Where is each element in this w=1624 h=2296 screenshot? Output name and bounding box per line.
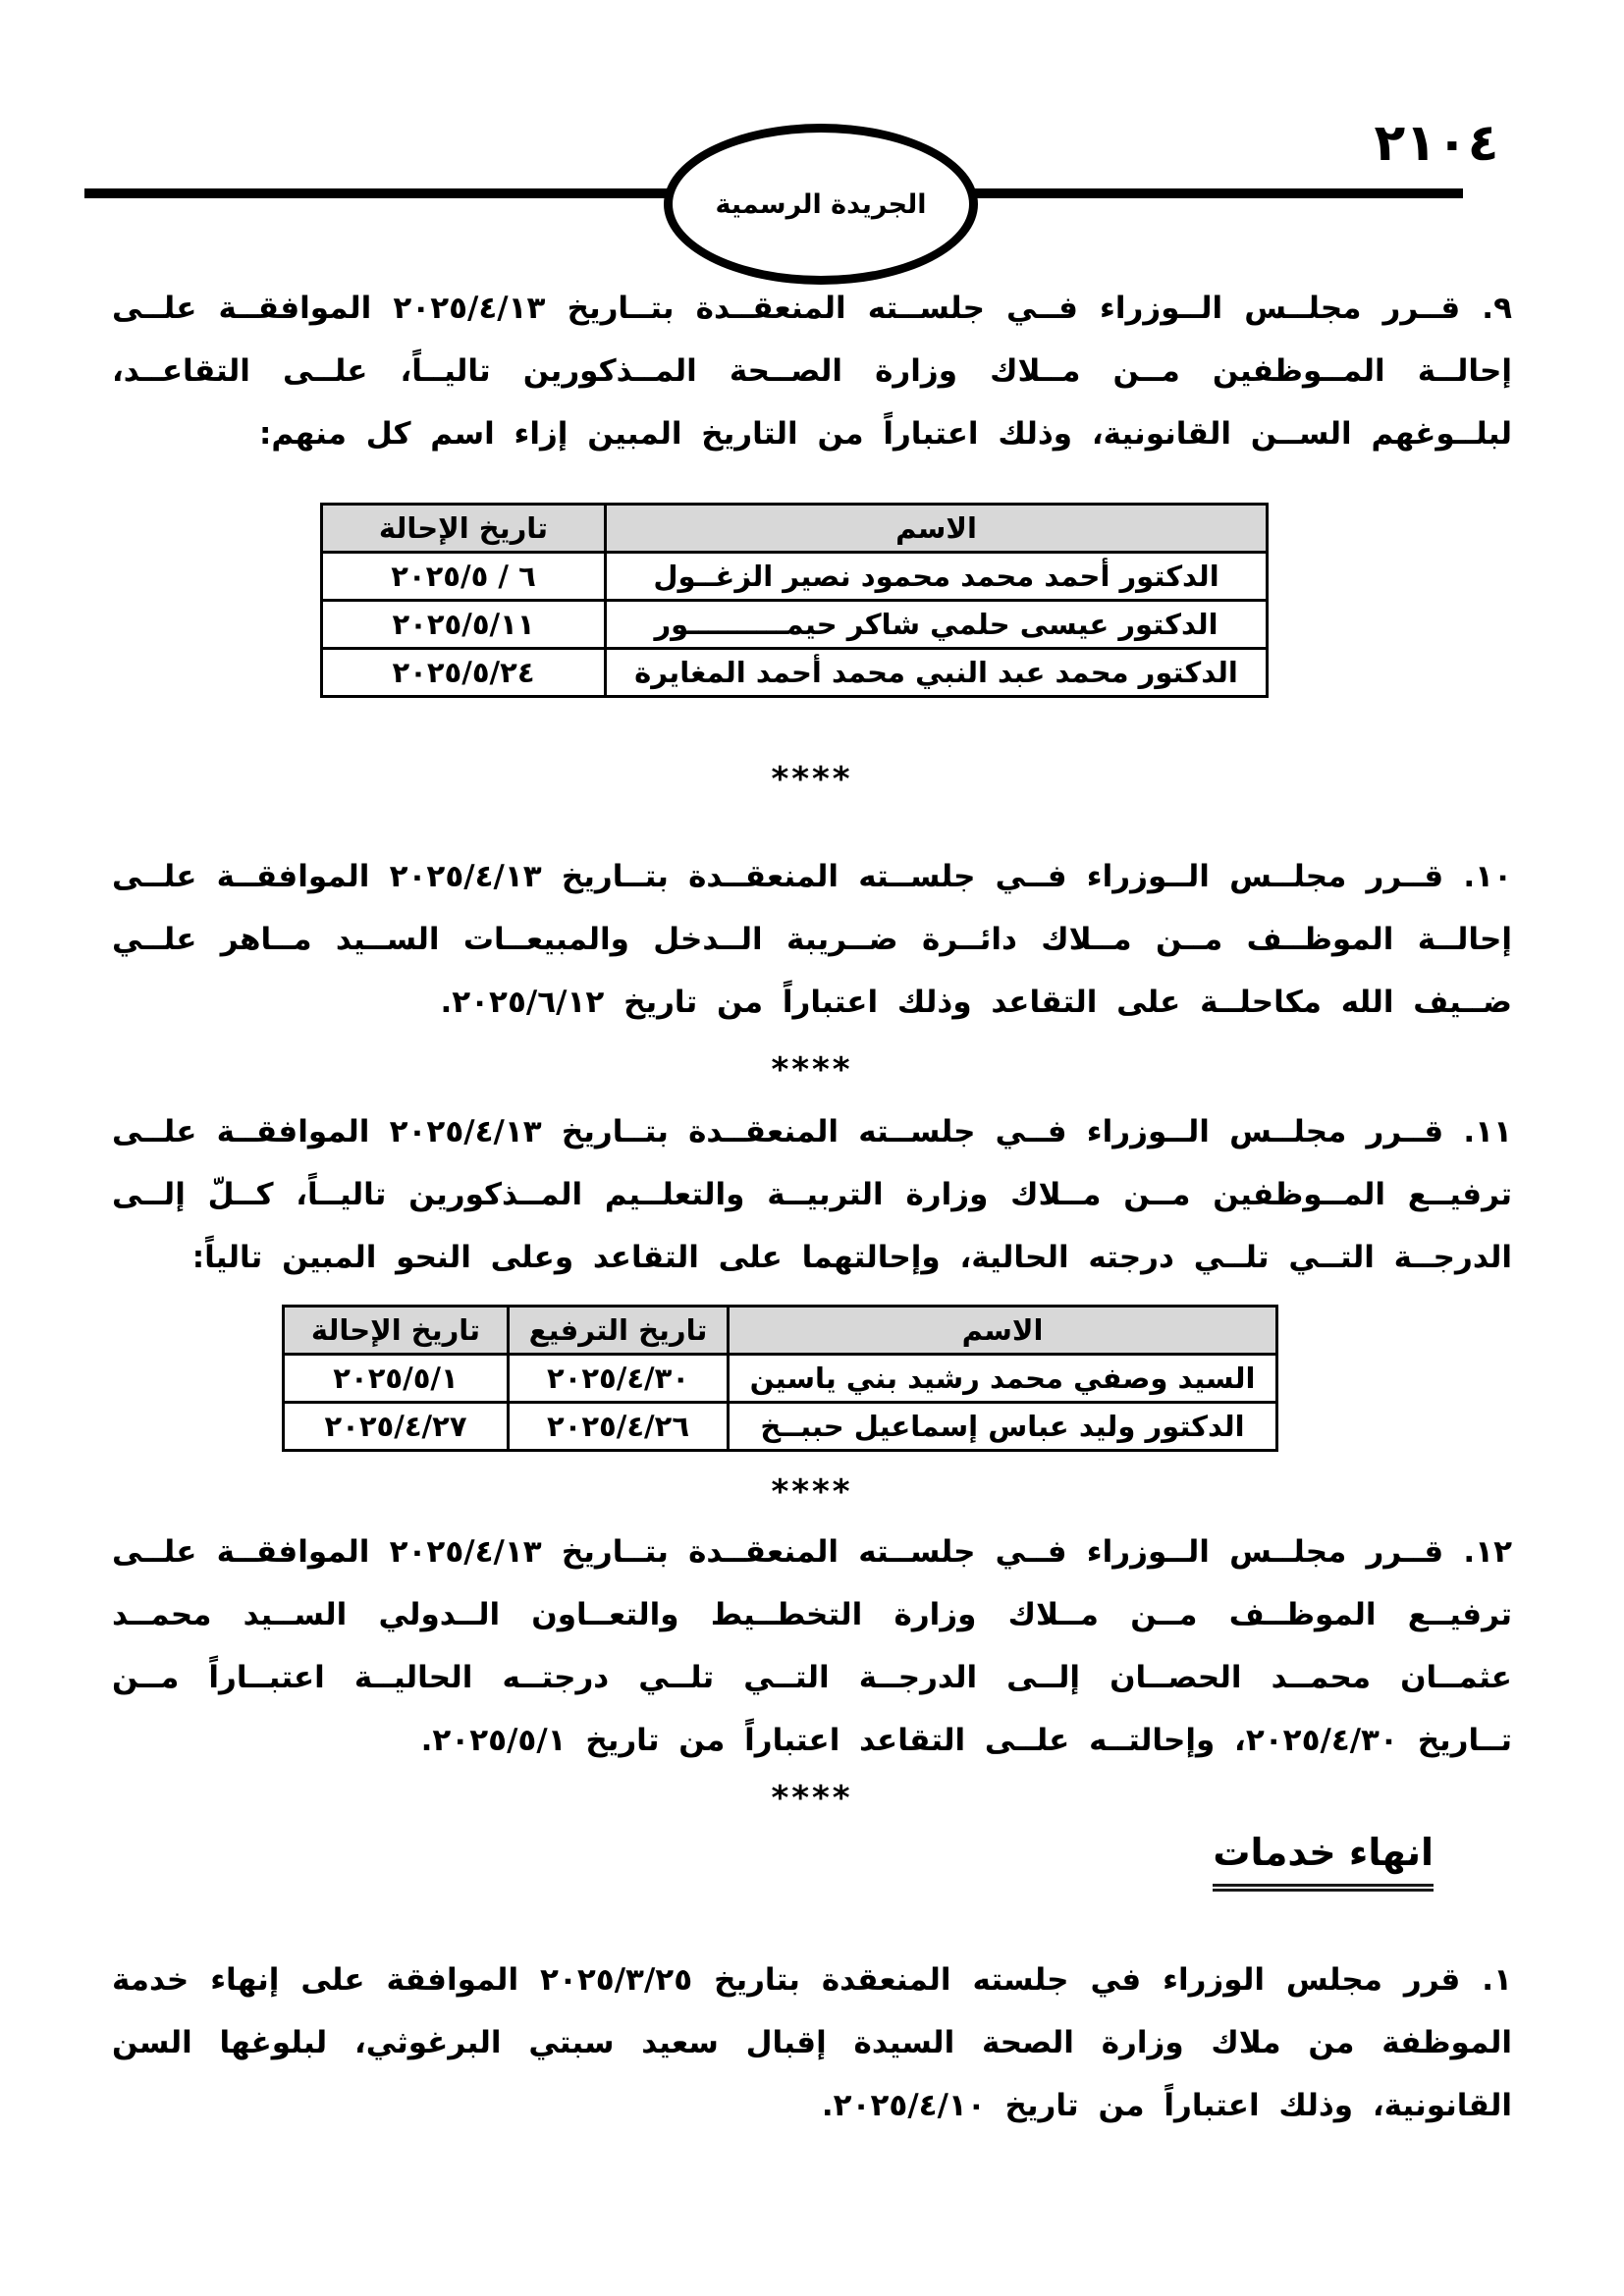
referral-date: ٢٠٢٥/٥ ‎/ ٦ (322, 553, 606, 601)
end-services-1-paragraph: ١. قرر مجلس الوزراء في جلسته المنعقدة بتاريخ ٢٠٢٥/٣/٢٥ الموافقة على إنهاء خدمة الموظفة من ملاك وزارة الصحة السيدة إقبال سعيد سبتي البرغوثي، لبلوغها السن القانونية، وذلك اعتباراً من تاريخ ٢٠٢٥/٤/١٠. (112, 1962, 1512, 2123)
referral-table (320, 503, 1269, 698)
employee-name: الدكتور وليد عباس إسماعيل حببــخ (729, 1403, 1277, 1451)
page-number: ٢١٠٤ (1374, 114, 1499, 173)
referral-table-header (322, 505, 1268, 553)
stars-separator: **** (771, 760, 853, 799)
promotion-date: ٢٠٢٥/٤/٢٦ (509, 1403, 729, 1451)
decision-11-paragraph: ١١. قــرر مجلــس الــوزراء فــي جلســته المنعقــدة بتــاريخ ٢٠٢٥/٤/١٣ الموافقــة علــى ترفيــع المــوظفين مــن مــلاك وزارة التربيــة والتعلــيم المــذكورين تاليــاً، كــلّ إلــى الدرجــة التــي تلــي درجته الحالية، وإحالتهما على التقاعد وعلى النحو المبين تالياً: (112, 1114, 1512, 1275)
employee-name: السيد وصفي محمد رشيد بني ياسين (729, 1355, 1277, 1403)
column-header-promotion-date: تاريخ الترفيع (509, 1307, 729, 1355)
table-header-row (284, 1307, 1277, 1355)
decision-12-paragraph: ١٢. قــرر مجلــس الــوزراء فــي جلســته المنعقــدة بتــاريخ ٢٠٢٥/٤/١٣ الموافقــة علــى ترفيــع الموظــف مــن مــلاك وزارة التخطــيط والتعــاون الــدولي الســيد محمــد عثمــان محمــد الحصــان إلــى الدرجــة التــي تلــي درجتــه الحاليــة اعتبــاراً مــن تــاريخ ٢٠٢٥/٤/٣٠، وإحالتــه علــى التقاعد اعتباراً من تاريخ ٢٠٢٥/٥/١. (112, 1534, 1512, 1758)
table-row (322, 601, 1268, 649)
table-header-row (322, 505, 1268, 553)
employee-name: الدكتور عيسى حلمي شاكر حيمــــــــــور (606, 601, 1268, 649)
table-row (284, 1403, 1277, 1451)
promotion-table-header (284, 1307, 1277, 1355)
employee-name: الدكتور أحمد محمد محمود نصير الزغــول (606, 553, 1268, 601)
column-header-referral-date: تاريخ الإحالة (284, 1307, 509, 1355)
table-row (322, 553, 1268, 601)
referral-date: ٢٠٢٥/٥/١١ (322, 601, 606, 649)
column-header-name: الاسم (729, 1307, 1277, 1355)
table-row (322, 649, 1268, 697)
stars-separator: **** (771, 1779, 853, 1818)
decision-9-paragraph: ٩. قــرر مجلــس الــوزراء فــي جلســته المنعقــدة بتــاريخ ٢٠٢٥/٤/١٣ الموافقــة علــى إحالــة المــوظفين مــن مــلاك وزارة الصــحة المــذكورين تاليــاً، علــى التقاعــد، لبلــوغهم الســن القانونية، وذلك اعتباراً من التاريخ المبين إزاء اسم كل منهم: (112, 291, 1513, 452)
column-header-name: الاسم (606, 505, 1268, 553)
section-heading-text: انهاء خدمات (1213, 1831, 1434, 1892)
column-header-referral-date: تاريخ الإحالة (322, 505, 606, 553)
gazette-title: الجريدة الرسمية (715, 188, 927, 220)
stars-separator: **** (771, 1050, 853, 1090)
stars-separator: **** (771, 1472, 853, 1512)
promotion-date: ٢٠٢٥/٤/٣٠ (509, 1355, 729, 1403)
section-heading-end-services (112, 1831, 1434, 1892)
table-row (284, 1355, 1277, 1403)
referral-date: ٢٠٢٥/٥/١ (284, 1355, 509, 1403)
referral-date: ٢٠٢٥/٥/٢٤ (322, 649, 606, 697)
referral-date: ٢٠٢٥/٤/٢٧ (284, 1403, 509, 1451)
decision-10-paragraph: ١٠. قــرر مجلــس الــوزراء فــي جلســته المنعقــدة بتــاريخ ٢٠٢٥/٤/١٣ الموافقــة علــى إحالــة الموظــف مــن مــلاك دائــرة ضــريبة الــدخل والمبيعــات الســيد مــاهر علــي ضــيف الله مكاحلــة على التقاعد وذلك اعتباراً من تاريخ ٢٠٢٥/٦/١٢. (112, 859, 1512, 1020)
page-content (112, 277, 1512, 2137)
promotion-table (282, 1305, 1278, 1452)
employee-name: الدكتور محمد عبد النبي محمد أحمد المغايرة (606, 649, 1268, 697)
gazette-seal-oval (664, 124, 978, 285)
